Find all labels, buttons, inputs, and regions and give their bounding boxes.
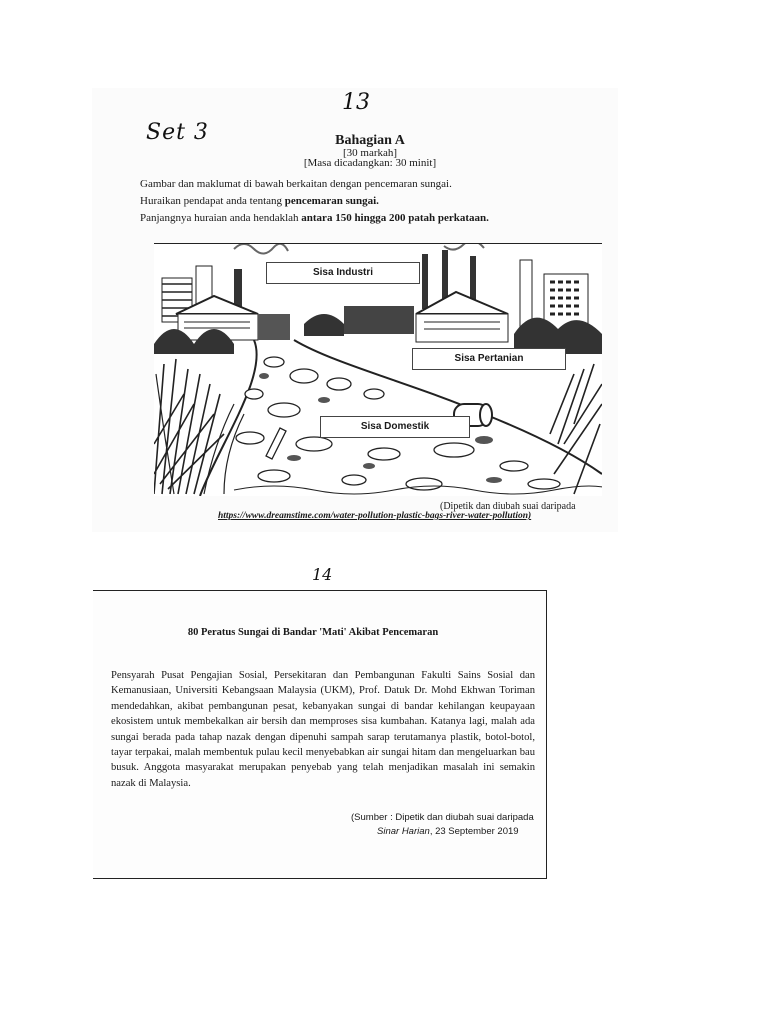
instruction-text: Panjangnya huraian anda hendaklah xyxy=(140,212,302,224)
instruction-text: Huraikan pendapat anda tentang xyxy=(140,195,285,207)
river-pollution-illustration xyxy=(154,243,602,496)
section-time: [Masa dicadangkan: 30 minit] xyxy=(303,157,437,169)
section-title: Bahagian A xyxy=(335,133,405,148)
handwritten-page-number: 14 xyxy=(312,565,333,584)
handwritten-set-label: Set 3 xyxy=(146,120,209,145)
instruction-emphasis: antara 150 hingga 200 patah perkataan. xyxy=(301,212,489,224)
news-article-box xyxy=(93,590,547,879)
instruction-line xyxy=(140,195,379,207)
instruction-line: Gambar dan maklumat di bawah berkaitan dengan pencemaran sungai. xyxy=(140,178,452,190)
article-body: Pensyarah Pusat Pengajian Sosial, Persekitaran dan Pembangunan Fakulti Sains Sosial dan Kemanusiaan, Universiti Kebangsaan Malaysia (UKM), Prof. Datuk Dr. Mohd Ekhwan Toriman mendedahkan, akibat pembangunan pesat, kebanyakan sungai di bandar kehilangan keupayaan ekosistem untuk membekalkan air bersih dan memproses sisa kumbahan. Katanya lagi, malah ada sungai berada pada tahap nazak dengan dipenuhi sampah sarap terutamanya plastik, botol-botol, tayar terpakai, malah membentuk pulau kecil menyebabkan air sungai hitam dan mengeluarkan bau busuk. Anggota masyarakat merupakan penyebab yang telah menjadikan masalah ini semakin nazak di Malaysia. xyxy=(111,670,535,789)
label-industrial-waste: Sisa Industri xyxy=(266,262,420,284)
article-source-line xyxy=(377,826,519,837)
instruction-line xyxy=(140,212,489,224)
instruction-emphasis: pencemaran sungai. xyxy=(284,195,379,207)
image-credit-url: https://www.dreamstime.com/water-pollution-plastic-bags-river-water-pollution) xyxy=(218,511,532,521)
section-marks: [30 markah] xyxy=(342,147,398,159)
source-publication: Sinar Harian xyxy=(377,826,430,837)
handwritten-page-number: 13 xyxy=(342,90,370,115)
image-credit-line: (Dipetik dan diubah suai daripada xyxy=(440,501,576,512)
label-domestic-waste: Sisa Domestik xyxy=(320,416,470,438)
article-title: 80 Peratus Sungai di Bandar 'Mati' Akibat Pencemaran xyxy=(187,627,439,638)
article-source-line: (Sumber : Dipetik dan diubah suai daripada xyxy=(351,812,534,823)
source-date: , 23 September 2019 xyxy=(429,826,519,837)
label-agricultural-waste: Sisa Pertanian xyxy=(412,348,566,370)
